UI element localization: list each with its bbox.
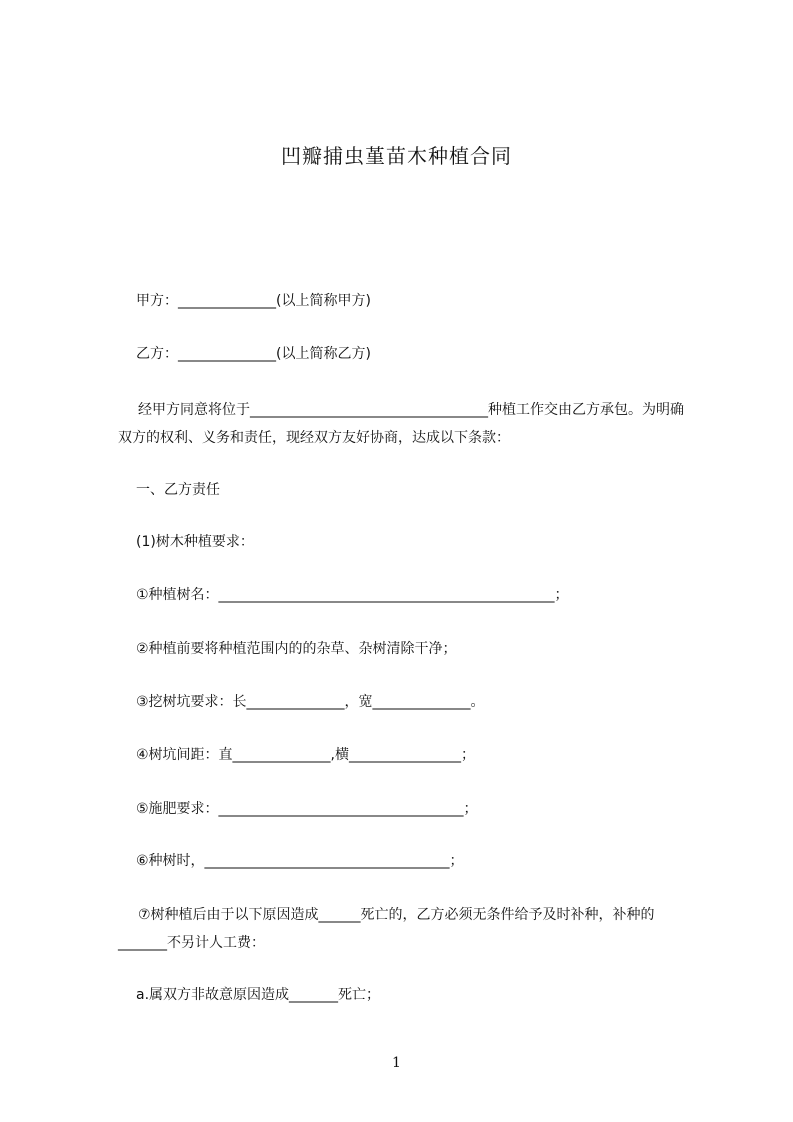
clause-item-a: a.属双方非故意原因造成_______死亡； <box>136 987 381 1003</box>
page-number: 1 <box>392 1055 401 1071</box>
intro-paragraph: 经甲方同意将位于__________________________________种植工作交由乙方承包。为明确双方的权利、义务和责任，现经双方友好协商，达成以下条款： <box>118 402 684 446</box>
section-1-heading: 一、乙方责任 <box>136 482 220 498</box>
subsection-1-heading: (1)树木种植要求： <box>136 534 254 550</box>
clause-item-5: ⑤施肥要求：___________________________________； <box>136 801 478 817</box>
party-b-line: 乙方：______________(以上简称乙方) <box>136 346 371 362</box>
clause-item-6: ⑥种树时，___________________________________； <box>136 853 464 869</box>
party-a-line: 甲方：______________(以上简称甲方) <box>136 293 371 309</box>
clause-item-2: ②种植前要将种植范围内的的杂草、杂树清除干净； <box>136 641 457 657</box>
clause-item-3: ③挖树坑要求：长______________，宽______________。 <box>136 694 485 710</box>
clause-item-7: ⑦树种植后由于以下原因造成______死亡的，乙方必须无条件给予及时补种，补种的_______不另计人工费： <box>118 907 655 951</box>
page-title: 凹瓣捕虫堇苗木种植合同 <box>281 144 512 168</box>
clause-item-1: ①种植树名：________________________________________________； <box>136 587 569 603</box>
clause-item-4: ④树坑间距：直______________,横________________； <box>136 747 476 763</box>
